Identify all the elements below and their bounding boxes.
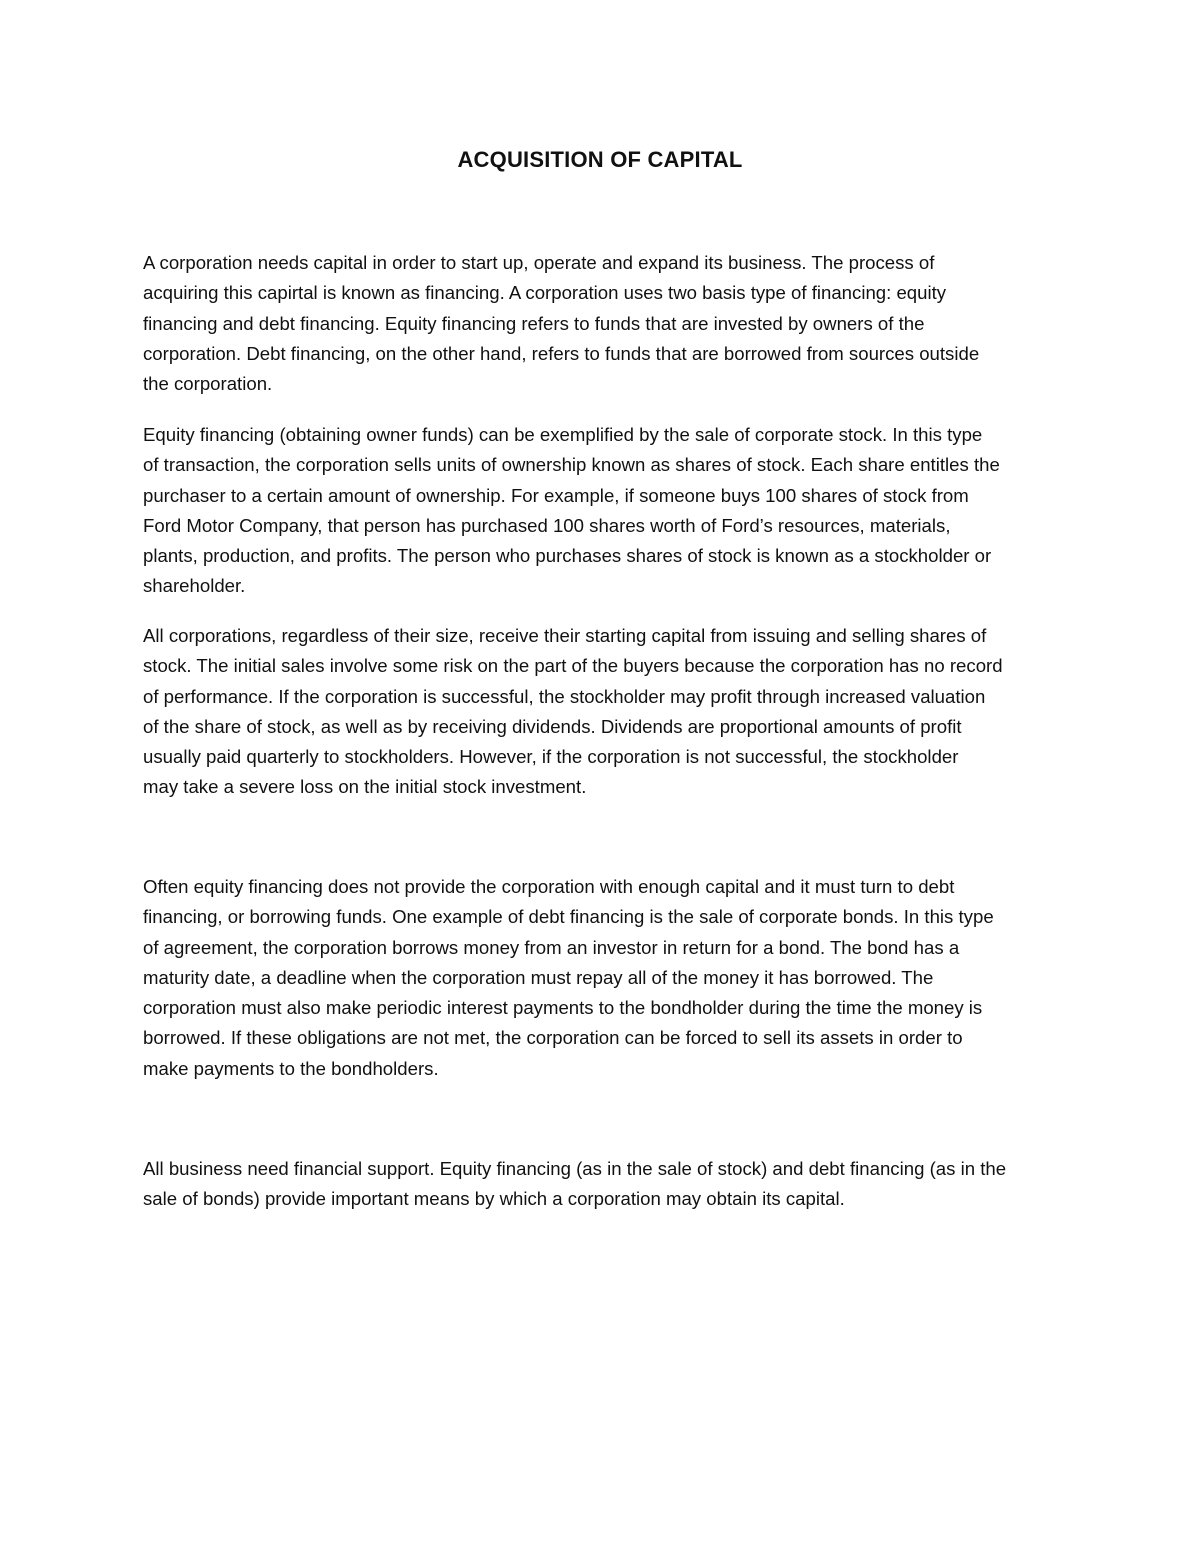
- text-line: financing and debt financing. Equity financing refers to funds that are invested by owners of the: [143, 312, 925, 334]
- text-line: of performance. If the corporation is successful, the stockholder may profit through increased valuation: [143, 685, 986, 707]
- text-line: usually paid quarterly to stockholders. However, if the corporation is not successful, the stockholder: [143, 746, 959, 768]
- text-line: borrowed. If these obligations are not met, the corporation can be forced to sell its assets in order to: [143, 1027, 963, 1049]
- paragraph-conclusion: [143, 1154, 1063, 1215]
- text-line: Ford Motor Company, that person has purchased 100 shares worth of Ford’s resources, materials,: [143, 514, 951, 536]
- text-line: A corporation needs capital in order to start up, operate and expand its business. The process of: [143, 252, 935, 273]
- text-line: make payments to the bondholders.: [143, 1057, 439, 1079]
- text-line: plants, production, and profits. The person who purchases shares of stock is known as a stockholder or: [143, 545, 992, 567]
- text-line: financing, or borrowing funds. One example of debt financing is the sale of corporate bonds. In this type: [143, 906, 994, 928]
- paragraph-equity-financing: [143, 420, 1063, 602]
- text-line: maturity date, a deadline when the corporation must repay all of the money it has borrowed. The: [143, 966, 934, 988]
- text-line: sale of bonds) provide important means by which a corporation may obtain its capital.: [143, 1188, 845, 1210]
- text-line: Often equity financing does not provide the corporation with enough capital and it must turn to debt: [143, 876, 955, 897]
- text-line: may take a severe loss on the initial stock investment.: [143, 776, 587, 798]
- text-line: of transaction, the corporation sells units of ownership known as shares of stock. Each share entitles the: [143, 454, 1000, 476]
- paragraph-starting-capital: [143, 621, 1063, 803]
- text-line: stock. The initial sales involve some risk on the part of the buyers because the corporation has no record: [143, 655, 1003, 677]
- text-line: of the share of stock, as well as by receiving dividends. Dividends are proportional amounts of profit: [143, 715, 962, 737]
- text-line: All business need financial support. Equity financing (as in the sale of stock) and debt financing (as in the: [143, 1158, 1007, 1179]
- text-line: purchaser to a certain amount of ownership. For example, if someone buys 100 shares of stock from: [143, 484, 969, 506]
- text-line: the corporation.: [143, 373, 273, 395]
- text-line: of agreement, the corporation borrows money from an investor in return for a bond. The bond has a: [143, 936, 960, 958]
- text-line: corporation. Debt financing, on the other hand, refers to funds that are borrowed from sources outside: [143, 342, 980, 364]
- text-line: corporation must also make periodic interest payments to the bondholder during the time the money is: [143, 997, 983, 1019]
- text-line: shareholder.: [143, 575, 246, 597]
- text-line: acquiring this capirtal is known as financing. A corporation uses two basis type of financing: equity: [143, 282, 947, 304]
- document-title: ACQUISITION OF CAPITAL: [457, 147, 743, 172]
- text-line: Equity financing (obtaining owner funds) can be exemplified by the sale of corporate stock. In this type: [143, 424, 983, 445]
- text-line: All corporations, regardless of their size, receive their starting capital from issuing and selling shares of: [143, 625, 987, 646]
- paragraph-intro: [143, 248, 1063, 399]
- paragraph-debt-financing: [143, 872, 1063, 1084]
